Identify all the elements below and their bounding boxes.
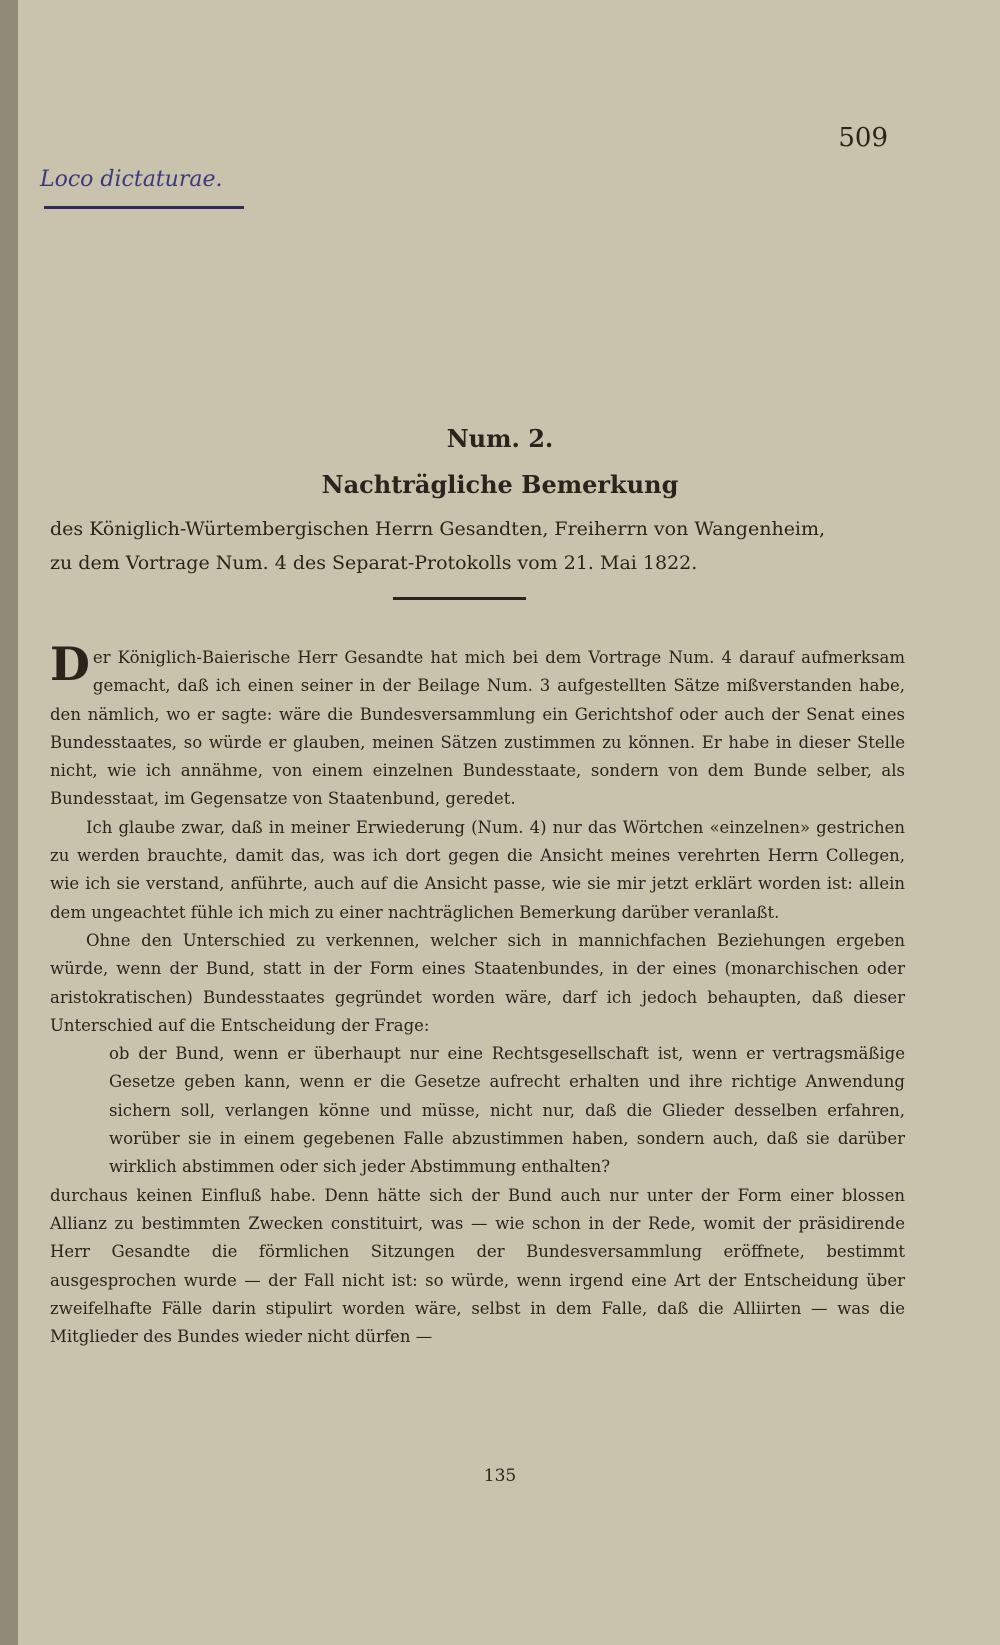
quoted-question: ob der Bund, wenn er überhaupt nur eine Rechtsgesellschaft ist, wenn er vertragsmäßige Gesetze geben kann, wenn er die Gesetze aufrecht erhalten und ihre richtige Anwendung sichern soll, verlangen könne und müsse, nicht nur, daß die Glieder desselben erfahren, worüber sie in einem gegebenen Falle abzustimmen haben, sondern auch, daß sie darüber wirklich abstimmen oder sich jeder Abstimmung enthalten?: [109, 1044, 905, 1177]
section-title: Nachträgliche Bemerkung: [321, 470, 679, 499]
paragraph-1: [50, 637, 905, 814]
signature-number: 135: [483, 1466, 517, 1486]
drop-cap: D: [50, 637, 90, 691]
paragraph-3: Ohne den Unterschied zu verkennen, welcher sich in mannichfachen Beziehungen ergeben würde, wenn der Bund, statt in der Form eines Staatenbundes, in der eines (monarchischen oder aristokratischen) Bundesstaates gegründet worden wäre, darf ich jedoch behaupten, daß dieser Unterschied auf die Entscheidung der Frage:: [50, 930, 905, 1035]
dictation-stamp: Loco dictaturae.: [40, 167, 223, 192]
paragraph-5: durchaus keinen Einfluß habe. Denn hätte sich der Bund auch nur unter der Form einer blossen Allianz zu bestimmten Zwecken constituirt, was — wie schon in der Rede, womit der präsidirende Herr Gesandte die förmlichen Sitzungen der Bundesversammlung eröffnete, bestimmt ausgesprochen wurde — der Fall nicht ist: so würde, wenn irgend eine Art der Entscheidung über zweifelhafte Fälle darin stipulirt worden wäre, selbst in dem Falle, daß die Alliirten — was die Mitglieder des Bundes wieder nicht dürfen —: [50, 1185, 905, 1347]
stamp-underline: [44, 206, 244, 209]
heading-rule: [393, 597, 526, 600]
paragraph-2: Ich glaube zwar, daß in meiner Erwiederung (Num. 4) nur das Wörtchen «einzelnen» gestrichen zu werden brauchte, damit das, was ich dort gegen die Ansicht meines verehrten Herrn Collegen, wie ich sie verstand, anführte, auch auf die Ansicht passe, wie sie mir jetzt erklärt worden ist: allein dem ungeachtet fühle ich mich zu einer nachträglichen Bemerkung darüber veranlaßt.: [50, 817, 905, 922]
section-subtitle: [50, 512, 905, 580]
paragraph-text: er Königlich-Baierische Herr Gesandte hat mich bei dem Vortrage Num. 4 darauf aufmerksam gemacht, daß ich einen seiner in der Beilage Num. 3 aufgestellten Sätze mißverstanden habe, den nämlich, wo er sagte: wäre die Bundesversammlung ein Gerichtshof oder auch der Senat eines Bundesstaates, so würde er glauben, meinen Sätzen zustimmen zu können. Er habe in dieser Stelle nicht, wie ich annähme, von einem einzelnen Bundesstaate, sondern von dem Bunde selber, als Bundesstaat, im Gegensatze von Staatenbund, geredet.: [50, 648, 905, 809]
page-number: 509: [838, 123, 888, 153]
binding-shadow: [0, 0, 18, 1645]
subtitle-line-1: des Königlich-Würtembergischen Herrn Gesandten, Freiherrn von Wangenheim,: [50, 518, 826, 540]
subtitle-line-2: zu dem Vortrage Num. 4 des Separat-Protokolls vom 21. Mai 1822.: [50, 552, 698, 574]
body-text: [50, 637, 905, 1351]
section-number: Num. 2.: [446, 424, 554, 453]
